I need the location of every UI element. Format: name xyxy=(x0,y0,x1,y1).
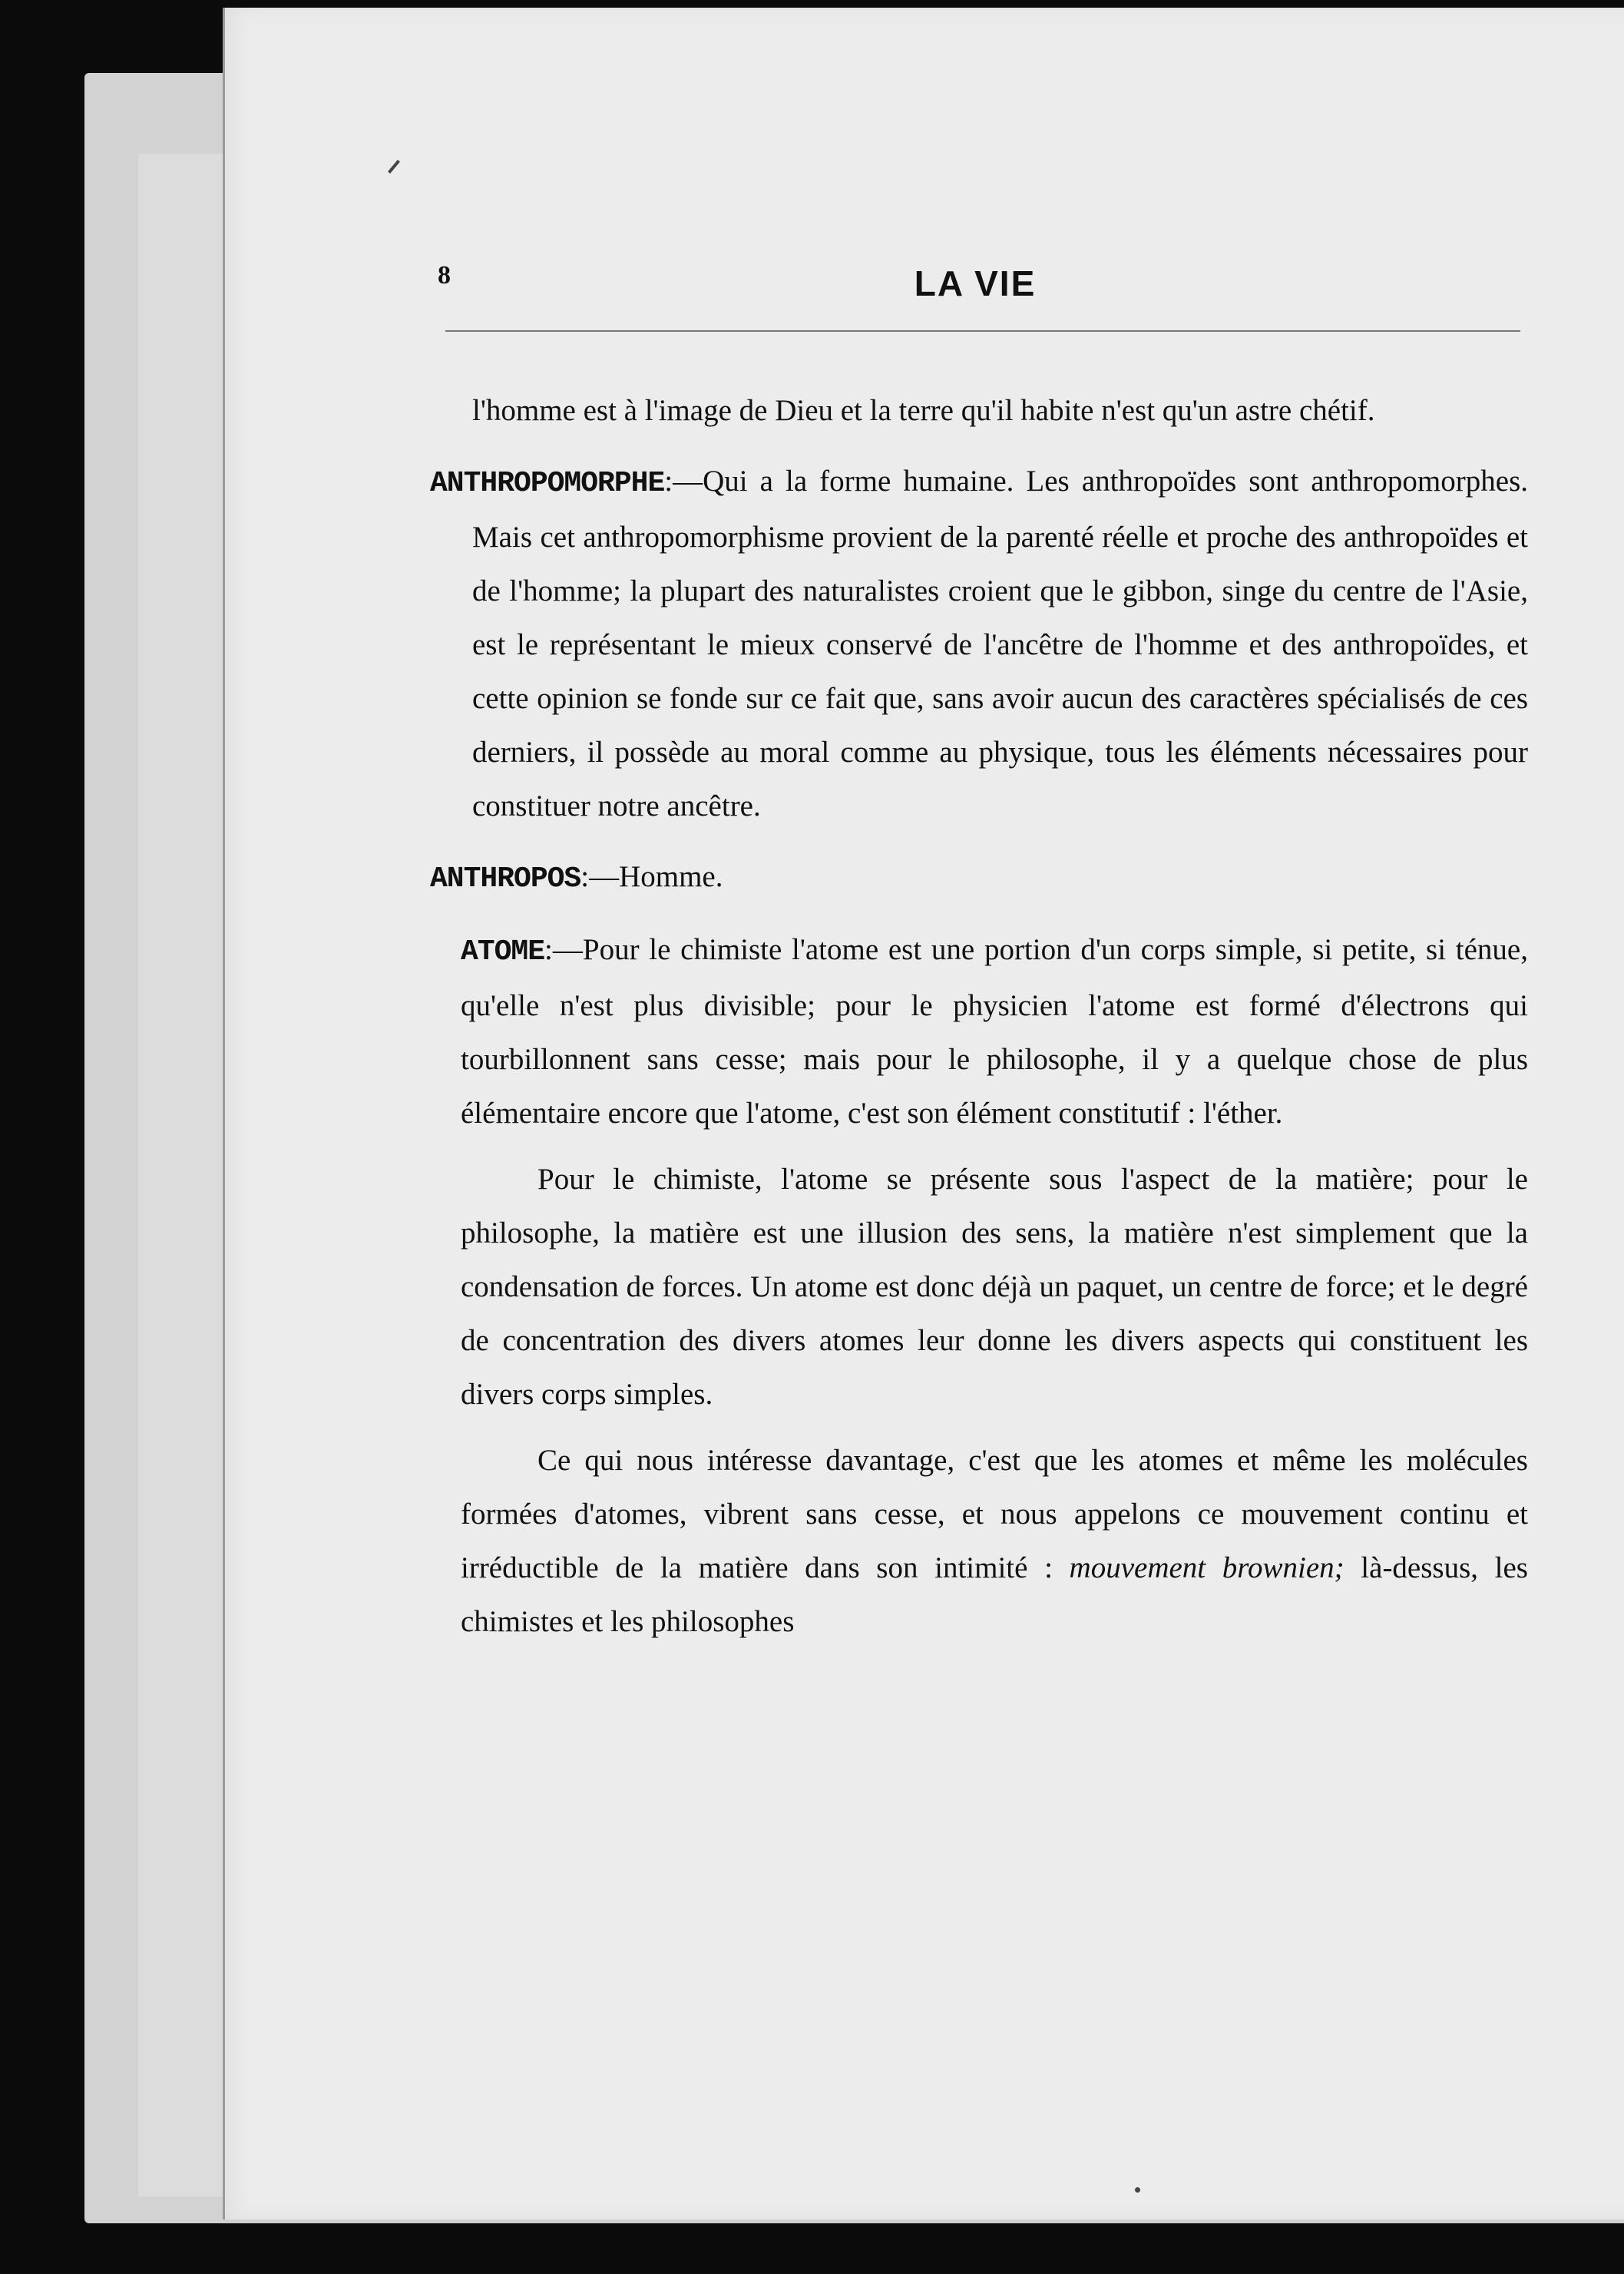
page-content xyxy=(430,253,1528,1638)
entry-term: ANTHROPOS xyxy=(430,862,581,895)
entry-term: ATOME xyxy=(461,935,545,968)
running-title: LA VIE xyxy=(914,263,1037,303)
paragraph xyxy=(430,1434,1528,1649)
scan-speck xyxy=(1135,2187,1140,2193)
header-rule xyxy=(445,330,1520,332)
entry-definition: Pour le chimiste l'atome est une portion d'un corps simple, si petite, si ténue, qu'elle n'est plus divisible; pour le physicien l'atome est formé d'électrons qui tourbillonnent sans cesse; mais pour le philosophe, il y a quelque chose de plus élémentaire encore que l'atome, c'est son élément constitutif : l'éther. xyxy=(461,933,1528,1130)
continuation-paragraph: l'homme est à l'image de Dieu et la terre qu'il habite n'est qu'un astre chétif. xyxy=(472,394,1375,427)
page-edge xyxy=(138,154,230,2196)
entry-separator: :— xyxy=(544,933,583,966)
entry-definition: Qui a la forme humaine. Les anthropoïdes sont anthropomorphes. Mais cet anthropomorphisme provient de la parenté réelle et proche des anthropoïdes et de l'homme; la plupart des naturalistes croient que le gibbon, singe du centre de l'Asie, est le représentant le mieux conservé de l'ancêtre de l'homme et des anthropoïdes, et cette opinion se fonde sur ce fait que, sans avoir aucun des caractères spécialisés de ces derniers, il possède au moral comme au physique, tous les éléments nécessaires pour constituer notre ancêtre. xyxy=(472,465,1528,823)
entry-separator: :— xyxy=(664,465,703,498)
entry-anthropomorphe xyxy=(430,455,1528,833)
paragraph-text: là-dessus, les chimistes et les philosophes xyxy=(461,1551,1528,1638)
entry-atome xyxy=(430,923,1528,1140)
page-header xyxy=(430,253,1520,315)
paragraph: Pour le chimiste, l'atome se présente sous l'aspect de la matière; pour le philosophe, la matière est une illusion des sens, la matière n'est simplement que la condensation de forces. Un atome est donc déjà un paquet, un centre de force; et le degré de concentration des divers atomes leur donne les divers aspects qui constituent les divers corps simples. xyxy=(461,1163,1528,1411)
entry-separator: :— xyxy=(580,860,620,893)
paragraph-text: Ce qui nous intéresse davantage, c'est que les atomes et même les molécules formées d'atomes, vibrent sans cesse, et nous appelons ce mouvement continu et irréductible de la matière dans son intimité : xyxy=(461,1444,1528,1584)
entry-anthropos xyxy=(430,850,1528,906)
entry-definition: Homme. xyxy=(619,860,723,893)
page-number: 8 xyxy=(438,261,451,290)
body-text xyxy=(430,384,1528,1649)
italic-term: mouvement brownien; xyxy=(1069,1551,1345,1584)
entry-term: ANTHROPOMORPHE xyxy=(430,467,665,500)
